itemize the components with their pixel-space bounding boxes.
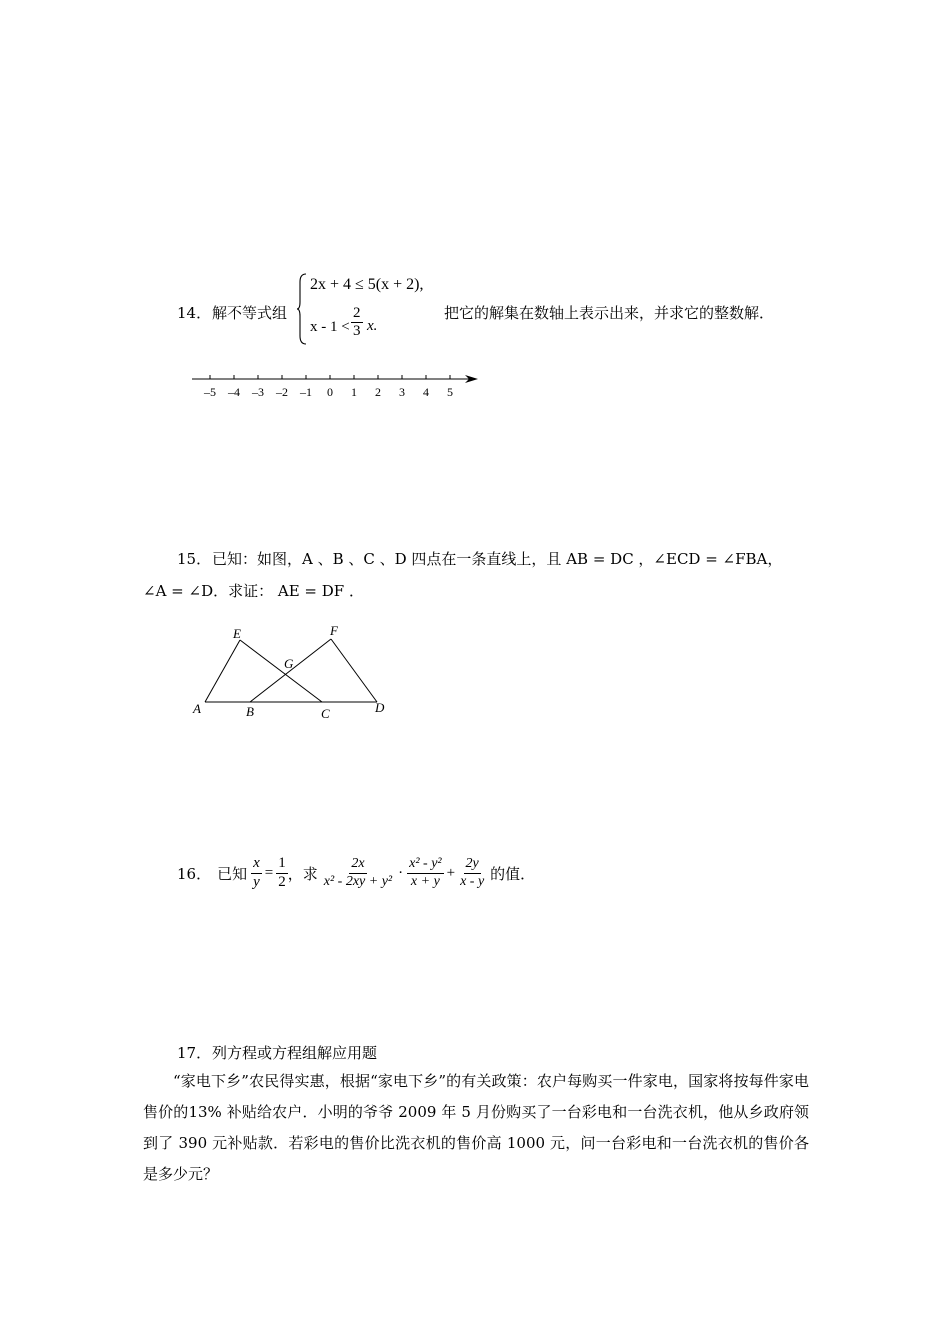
q16-f1-den: y bbox=[253, 873, 260, 890]
number-line-label: –5 bbox=[204, 385, 216, 399]
q14-fraction-2-3 bbox=[351, 305, 363, 341]
label-E: E bbox=[233, 626, 241, 641]
q16-lead: 已知 bbox=[217, 864, 248, 883]
number-line-label: 5 bbox=[447, 385, 453, 399]
number-line-label: 2 bbox=[375, 385, 381, 399]
label-B: B bbox=[246, 704, 254, 719]
q16-tail: 的值． bbox=[490, 864, 536, 883]
segment-FD bbox=[331, 639, 377, 702]
segment-AE bbox=[205, 640, 240, 702]
q15-number: 15． bbox=[177, 550, 212, 568]
label-G: G bbox=[284, 656, 294, 671]
q15-line1: 已知：如图，A 、B 、C 、D 四点在一条直线上，且 AB = DC ，∠ECD = ∠FBA， bbox=[212, 550, 783, 568]
q16-f2-num: 1 bbox=[276, 855, 288, 873]
q14-frac-den: 3 bbox=[353, 323, 361, 340]
number-line-label: 4 bbox=[423, 385, 429, 399]
system-brace bbox=[296, 272, 308, 346]
label-A: A bbox=[193, 701, 201, 716]
q14-frac-num: 2 bbox=[351, 305, 363, 323]
q16-f5-den: x - y bbox=[460, 873, 485, 889]
q16-f4-num: x² - y² bbox=[407, 856, 443, 873]
number-line-label: –2 bbox=[276, 385, 288, 399]
number-line-label: –1 bbox=[300, 385, 312, 399]
q14-inequality-2-right: x. bbox=[367, 318, 378, 334]
q15-line2: ∠A = ∠D．求证： AE = DF ． bbox=[143, 582, 364, 600]
label-C: C bbox=[321, 706, 330, 721]
label-D: D bbox=[375, 700, 385, 715]
q17-body: “家电下乡”农民得实惠，根据“家电下乡”的有关政策：农户每购买一件家电，国家将按每件家电售价的13% 补贴给农户．小明的爷爷 2009 年 5 月份购买了一台彩电和一台洗衣机，他从乡政府领到了 390 元补贴款．若彩电的售价比洗衣机的售价高 1000 元，问一台彩电和一台洗衣机的售价各是多少元？ bbox=[143, 1072, 809, 1183]
q16-f1-num: x bbox=[251, 855, 262, 873]
q14-lead: 解不等式组 bbox=[212, 304, 288, 322]
q17-number: 17． bbox=[177, 1044, 212, 1062]
q14-inequality-2-left: x - 1 < bbox=[310, 319, 350, 335]
number-line-label: 0 bbox=[327, 385, 333, 399]
q16-number: 16． bbox=[177, 864, 212, 883]
number-line-label: 3 bbox=[399, 385, 405, 399]
number-line bbox=[188, 368, 488, 404]
label-F: F bbox=[330, 623, 338, 638]
segment-EC bbox=[240, 640, 322, 702]
number-line-label: –3 bbox=[252, 385, 264, 399]
q16-ask: ，求 bbox=[287, 864, 318, 883]
q16-f5-num: 2y bbox=[464, 856, 481, 873]
number-line-label: 1 bbox=[351, 385, 357, 399]
q17-title: 列方程或方程组解应用题 bbox=[212, 1044, 378, 1062]
number-line-label: –4 bbox=[228, 385, 240, 399]
q16-f4-den: x + y bbox=[410, 873, 440, 889]
q16-f2-den: 2 bbox=[278, 873, 286, 890]
q16-f3-num: 2x bbox=[349, 856, 366, 873]
q14-inequality-1: 2x + 4 ≤ 5(x + 2), bbox=[310, 276, 424, 293]
q14-number: 14． bbox=[177, 304, 212, 322]
q14-trail: 把它的解集在数轴上表示出来，并求它的整数解． bbox=[444, 304, 775, 322]
q16: 16． 已知 $\frac{x}{y}$ = $\frac{1}{2}$ ，求 $\frac{2x}{\text{x² - 2xy + y²}}$ · $\frac{\text{x² - y²}}{x + y}$ + $\frac{2y}{x - y}$ 的值． bbox=[177, 855, 536, 890]
q15-geometry-figure bbox=[185, 620, 400, 725]
q16-f3-den: x² - 2xy + y² bbox=[323, 873, 393, 889]
